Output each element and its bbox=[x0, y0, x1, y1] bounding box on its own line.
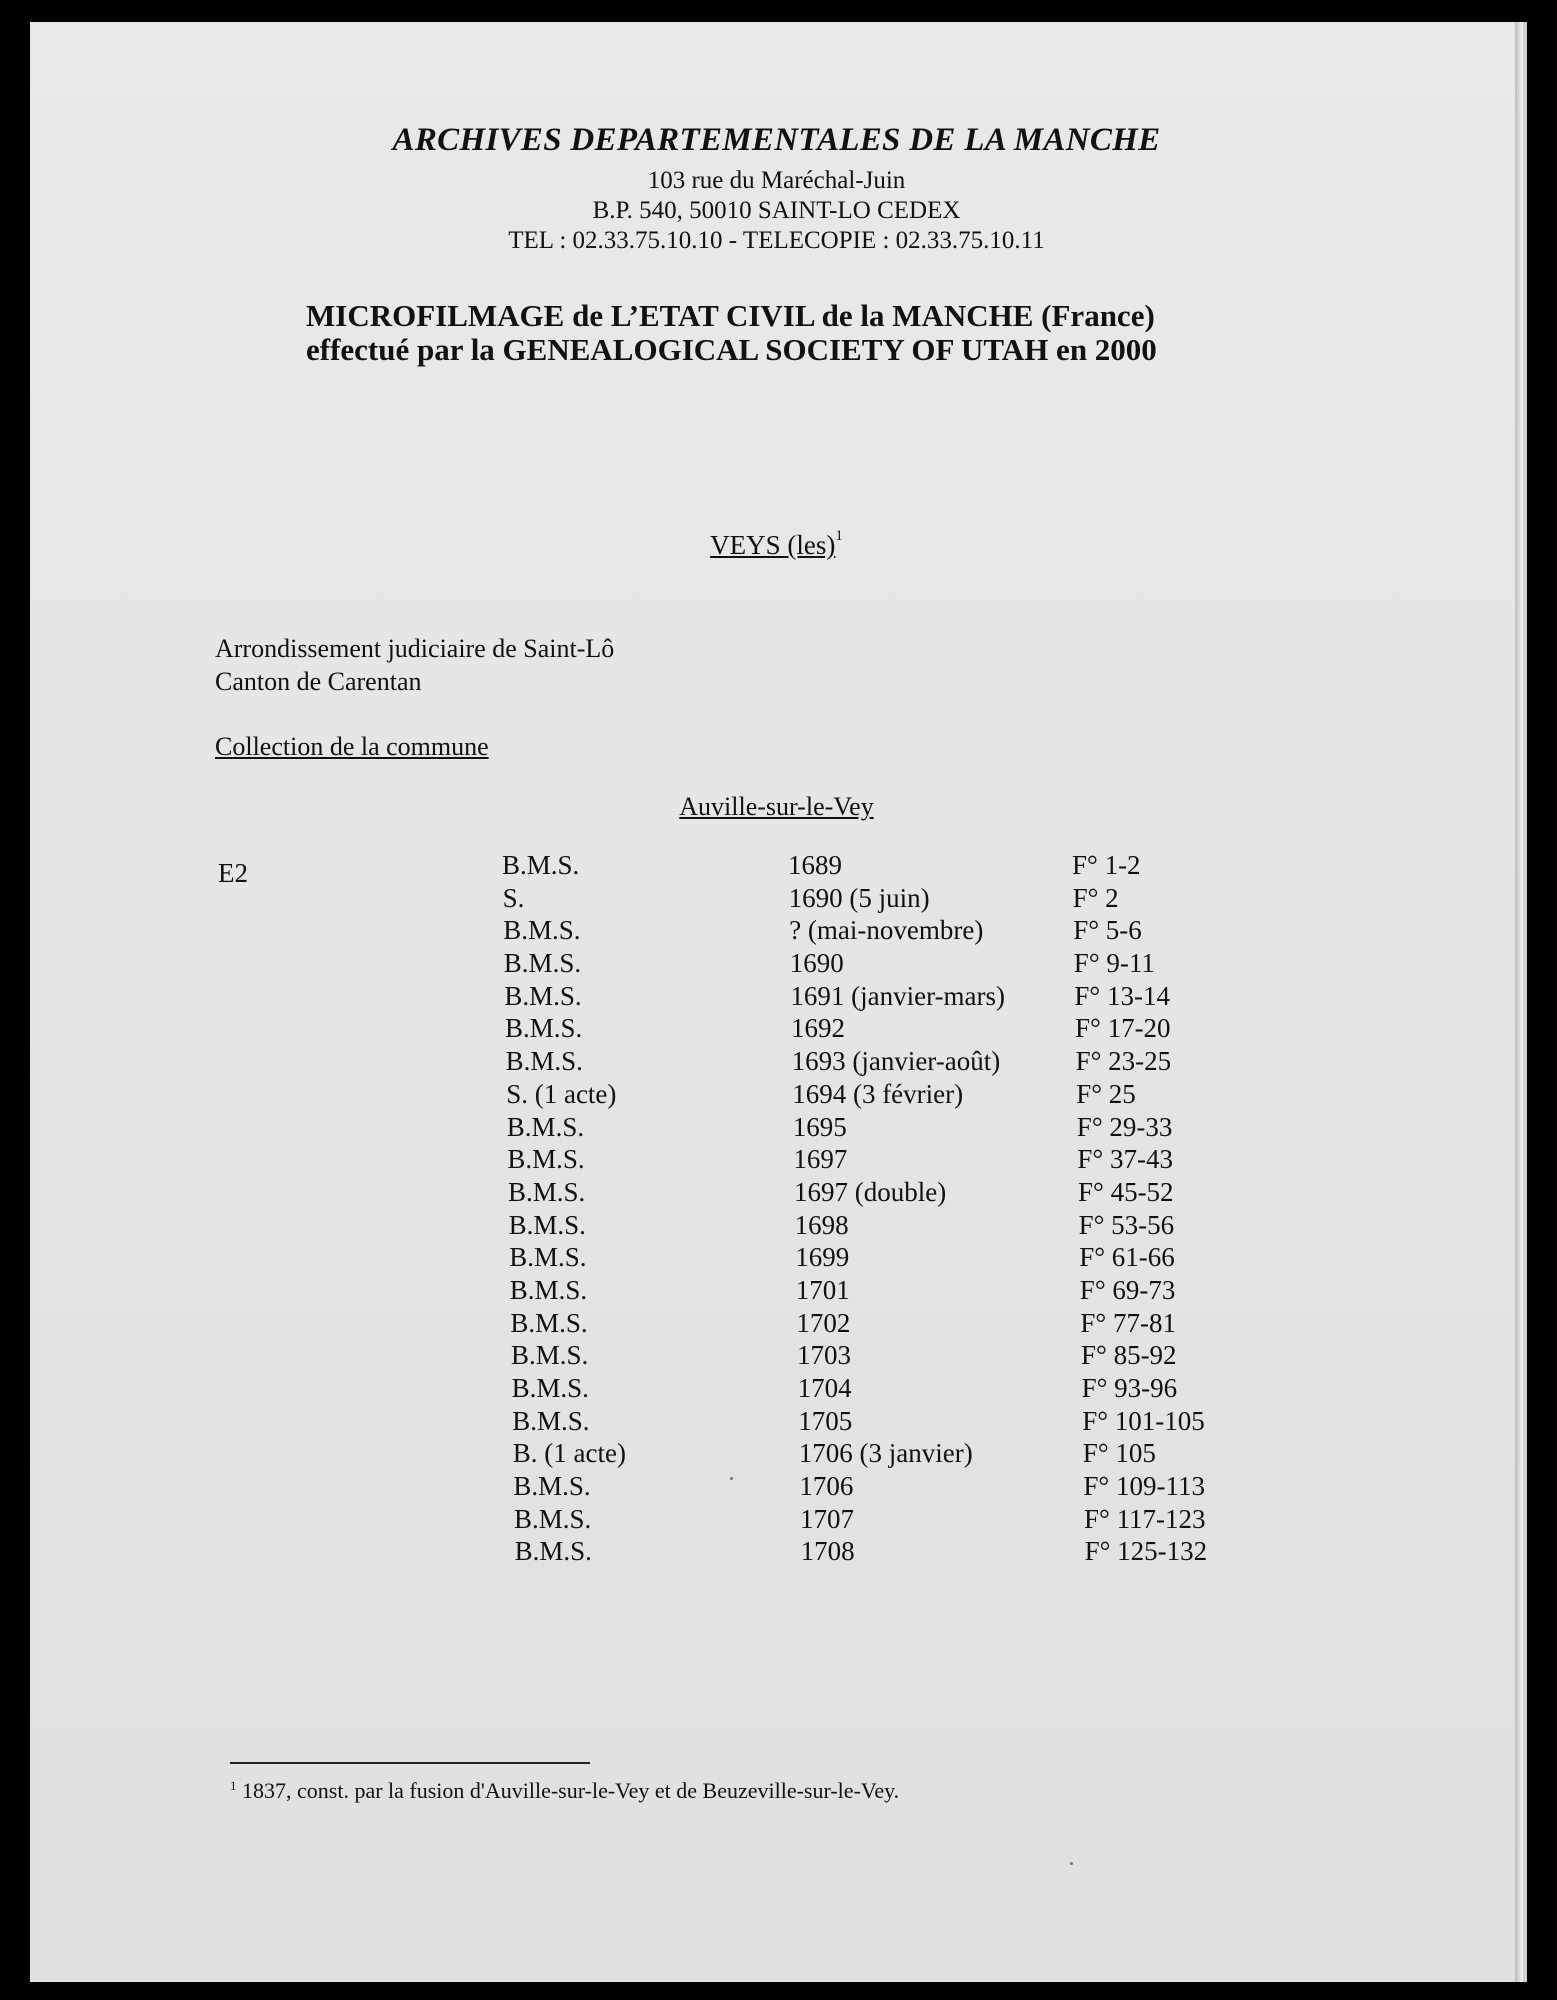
record-type: B.M.S. bbox=[510, 1307, 588, 1338]
record-row bbox=[39, 1340, 1532, 1373]
record-folio: F° 1-2 bbox=[1072, 850, 1141, 880]
record-row bbox=[34, 1079, 1527, 1112]
document-page bbox=[30, 22, 1527, 1982]
record-type: B.M.S. bbox=[513, 1471, 591, 1502]
archive-title: ARCHIVES DEPARTEMENTALES DE LA MANCHE bbox=[392, 122, 1161, 158]
record-folio: F° 53-56 bbox=[1078, 1209, 1175, 1240]
arrondissement: Arrondissement judiciaire de Saint-Lô bbox=[215, 634, 615, 663]
record-row bbox=[40, 1406, 1533, 1439]
record-folio: F° 85-92 bbox=[1081, 1340, 1177, 1371]
phone-line: TEL : 02.33.75.10.10 - TELECOPIE : 02.33.75.10.11 bbox=[508, 227, 1045, 254]
record-folio: F° 5-6 bbox=[1073, 915, 1142, 946]
record-date: 1697 (double) bbox=[794, 1176, 947, 1207]
record-row bbox=[33, 1013, 1526, 1046]
record-date: 1694 (3 février) bbox=[792, 1078, 964, 1109]
record-row bbox=[32, 948, 1525, 981]
record-date: 1697 bbox=[793, 1144, 848, 1175]
record-row bbox=[43, 1536, 1536, 1569]
record-type: B.M.S. bbox=[507, 1144, 585, 1175]
record-folio: F° 109-113 bbox=[1083, 1471, 1205, 1502]
footnote-text: 1837, const. par la fusion d'Auville-sur-le-Vey et de Beuzeville-sur-le-Vey. bbox=[242, 1778, 900, 1803]
record-folio: F° 23-25 bbox=[1075, 1046, 1172, 1077]
record-type: B.M.S. bbox=[511, 1340, 589, 1371]
record-date: 1689 bbox=[788, 850, 842, 880]
record-folio: F° 69-73 bbox=[1079, 1274, 1176, 1305]
record-date: 1695 bbox=[792, 1111, 847, 1142]
record-folio: F° 25 bbox=[1076, 1078, 1136, 1109]
record-type: B.M.S. bbox=[505, 1013, 583, 1044]
footnote-rule bbox=[230, 1762, 590, 1764]
address-line-1: 103 rue du Maréchal-Juin bbox=[647, 167, 906, 194]
record-type: S. (1 acte) bbox=[506, 1078, 617, 1109]
record-row bbox=[34, 1046, 1527, 1079]
record-date: 1703 bbox=[797, 1340, 851, 1371]
record-type: B.M.S. bbox=[502, 850, 580, 880]
record-date: 1707 bbox=[800, 1503, 854, 1534]
record-row bbox=[37, 1210, 1530, 1243]
record-folio: F° 2 bbox=[1072, 882, 1119, 913]
record-type: B.M.S. bbox=[505, 1046, 583, 1077]
record-type: B.M.S. bbox=[503, 948, 582, 979]
record-date: 1690 (5 juin) bbox=[788, 882, 930, 913]
record-folio: F° 77-81 bbox=[1080, 1307, 1176, 1338]
record-row bbox=[38, 1308, 1531, 1341]
record-date: 1691 (janvier-mars) bbox=[790, 980, 1006, 1011]
record-date: ? (mai-novembre) bbox=[789, 915, 984, 946]
record-date: 1706 (3 janvier) bbox=[798, 1438, 973, 1469]
commune-footnote-marker: 1 bbox=[835, 528, 843, 544]
record-date: 1693 (janvier-août) bbox=[791, 1046, 1001, 1077]
record-date: 1698 bbox=[794, 1209, 849, 1240]
record-folio: F° 101-105 bbox=[1082, 1405, 1205, 1436]
footnote-marker: 1 bbox=[230, 1778, 237, 1793]
record-row bbox=[41, 1471, 1534, 1504]
record-row bbox=[38, 1275, 1531, 1308]
record-row bbox=[32, 981, 1525, 1014]
commune-heading bbox=[30, 530, 1523, 561]
record-folio: F° 105 bbox=[1082, 1438, 1156, 1469]
record-folio: F° 13-14 bbox=[1074, 980, 1170, 1011]
record-folio: F° 37-43 bbox=[1077, 1144, 1173, 1175]
microfilm-title-line-2: effectué par la GENEALOGICAL SOCIETY OF UTAH en 2000 bbox=[306, 332, 1157, 367]
record-type: B.M.S. bbox=[503, 915, 581, 946]
record-row bbox=[40, 1373, 1533, 1406]
record-row bbox=[42, 1504, 1535, 1537]
collection-heading: Collection de la commune bbox=[215, 732, 489, 761]
microfilm-title-line-1: MICROFILMAGE de L’ETAT CIVIL de la MANCHE (France) bbox=[306, 298, 1155, 333]
record-row bbox=[35, 1112, 1528, 1145]
record-row bbox=[35, 1144, 1528, 1177]
record-type: B.M.S. bbox=[508, 1176, 586, 1207]
record-date: 1690 bbox=[789, 948, 844, 979]
record-date: 1704 bbox=[797, 1373, 852, 1403]
record-folio: F° 61-66 bbox=[1079, 1242, 1175, 1273]
record-date: 1708 bbox=[800, 1536, 855, 1567]
record-type: B.M.S. bbox=[509, 1274, 588, 1305]
record-row bbox=[37, 1242, 1530, 1275]
record-date: 1692 bbox=[791, 1013, 845, 1044]
record-row bbox=[30, 850, 1523, 883]
record-type: B.M.S. bbox=[504, 980, 582, 1011]
record-type: B.M.S. bbox=[508, 1209, 586, 1240]
record-row bbox=[41, 1438, 1534, 1471]
record-folio: F° 117-123 bbox=[1084, 1503, 1206, 1534]
record-folio: F° 17-20 bbox=[1075, 1013, 1171, 1044]
record-type: B.M.S. bbox=[514, 1536, 592, 1567]
record-date: 1701 bbox=[795, 1274, 850, 1305]
record-row bbox=[31, 883, 1524, 916]
commune-name: VEYS (les) bbox=[710, 530, 836, 560]
record-folio: F° 93-96 bbox=[1081, 1373, 1178, 1403]
record-folio: F° 29-33 bbox=[1076, 1111, 1173, 1142]
record-type: B.M.S. bbox=[511, 1373, 589, 1403]
record-date: 1705 bbox=[798, 1405, 853, 1436]
records-table bbox=[30, 850, 1523, 1569]
record-folio: F° 9-11 bbox=[1073, 948, 1155, 979]
record-date: 1699 bbox=[795, 1242, 850, 1273]
record-folio: F° 45-52 bbox=[1078, 1176, 1174, 1207]
address-line-2: B.P. 540, 50010 SAINT-LO CEDEX bbox=[592, 197, 961, 224]
paper-speck bbox=[730, 1477, 733, 1480]
paper-speck bbox=[1070, 1862, 1073, 1865]
record-type: B.M.S. bbox=[509, 1242, 587, 1273]
footnote bbox=[230, 1778, 899, 1804]
archive-cote: E2 bbox=[218, 858, 248, 888]
record-type: B.M.S. bbox=[512, 1405, 590, 1436]
record-row bbox=[36, 1177, 1529, 1210]
record-date: 1702 bbox=[796, 1307, 851, 1338]
parish-heading: Auville-sur-le-Vey bbox=[679, 792, 874, 821]
canton: Canton de Carentan bbox=[215, 667, 422, 696]
record-type: B.M.S. bbox=[514, 1503, 592, 1534]
record-type: B. (1 acte) bbox=[512, 1438, 627, 1469]
record-date: 1706 bbox=[799, 1471, 854, 1502]
record-type: B.M.S. bbox=[506, 1111, 585, 1142]
record-folio: F° 125-132 bbox=[1084, 1536, 1208, 1567]
record-row bbox=[31, 915, 1524, 948]
record-type: S. bbox=[502, 882, 525, 913]
